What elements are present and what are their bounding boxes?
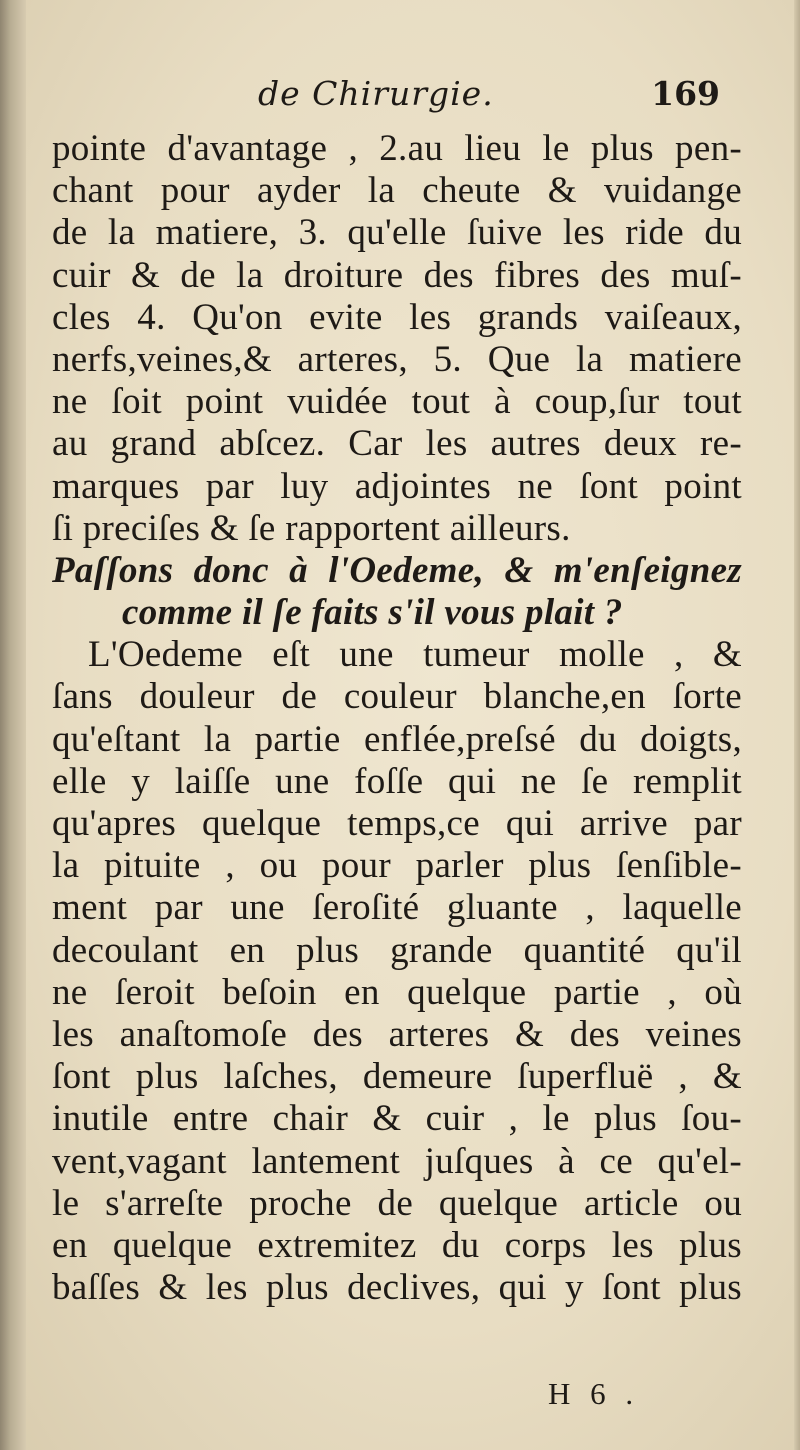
page-edge — [794, 0, 800, 1450]
text-line: vent,vagant lantement juſques à ce qu'el- — [52, 1140, 742, 1182]
text-line: elle y laiſſe une foſſe qui ne ſe remplit — [52, 760, 742, 802]
text-line: ne ſeroit beſoin en quelque partie , où — [52, 971, 742, 1013]
text-line: ſi preciſes & ſe rapportent ailleurs. — [52, 507, 571, 549]
text-line: chant pour ayder la cheute & vuidange — [52, 170, 742, 212]
text-line: en quelque extremitez du corps les plus — [52, 1224, 742, 1266]
text-line: ne ſoit point vuidée tout à coup,ſur tout — [52, 381, 742, 423]
running-title: de Chirurgie. — [258, 74, 494, 113]
text-line: la pituite , ou pour parler plus ſenſible- — [52, 845, 742, 887]
body-text — [52, 128, 742, 1309]
text-line: L'Oedeme eſt une tumeur molle , & — [88, 634, 742, 676]
question-line: comme il ſe faits s'il vous plait ? — [122, 592, 623, 634]
page-number: 169 — [651, 74, 720, 113]
text-line: nerfs,veines,& arteres, 5. Que la matiere — [52, 338, 742, 380]
text-line: qu'eſtant la partie enflée,preſsé du doigts, — [52, 718, 742, 760]
page-header — [40, 74, 720, 126]
text-line: ſont plus laſches, demeure ſuperfluë , & — [52, 1056, 742, 1098]
page-gutter — [0, 0, 26, 1450]
signature-mark: H 6 . — [548, 1376, 640, 1411]
text-line: ment par une ſeroſité gluante , laquelle — [52, 887, 742, 929]
text-line: cles 4. Qu'on evite les grands vaiſeaux, — [52, 296, 742, 338]
text-line: de la matiere, 3. qu'elle ſuive les ride du — [52, 212, 742, 254]
text-line: cuir & de la droiture des fibres des muſ- — [52, 254, 742, 296]
text-line: baſſes & les plus declives, qui y ſont plus — [52, 1267, 742, 1309]
text-line: inutile entre chair & cuir , le plus ſou- — [52, 1098, 742, 1140]
text-line: le s'arreſte proche de quelque article ou — [52, 1182, 742, 1224]
text-line: marques par luy adjointes ne ſont point — [52, 465, 742, 507]
text-line: pointe d'avantage , 2.au lieu le plus pen- — [52, 128, 742, 169]
text-line: les anaſtomoſe des arteres & des veines — [52, 1013, 742, 1055]
text-line: qu'apres quelque temps,ce qui arrive par — [52, 803, 742, 844]
text-line: ſans douleur de couleur blanche,en ſorte — [52, 676, 742, 718]
text-line: decoulant en plus grande quantité qu'il — [52, 929, 742, 971]
text-line: au grand abſcez. Car les autres deux re- — [52, 423, 742, 465]
question-line: Paſſons donc à l'Oedeme, & m'enſeignez — [52, 549, 742, 591]
